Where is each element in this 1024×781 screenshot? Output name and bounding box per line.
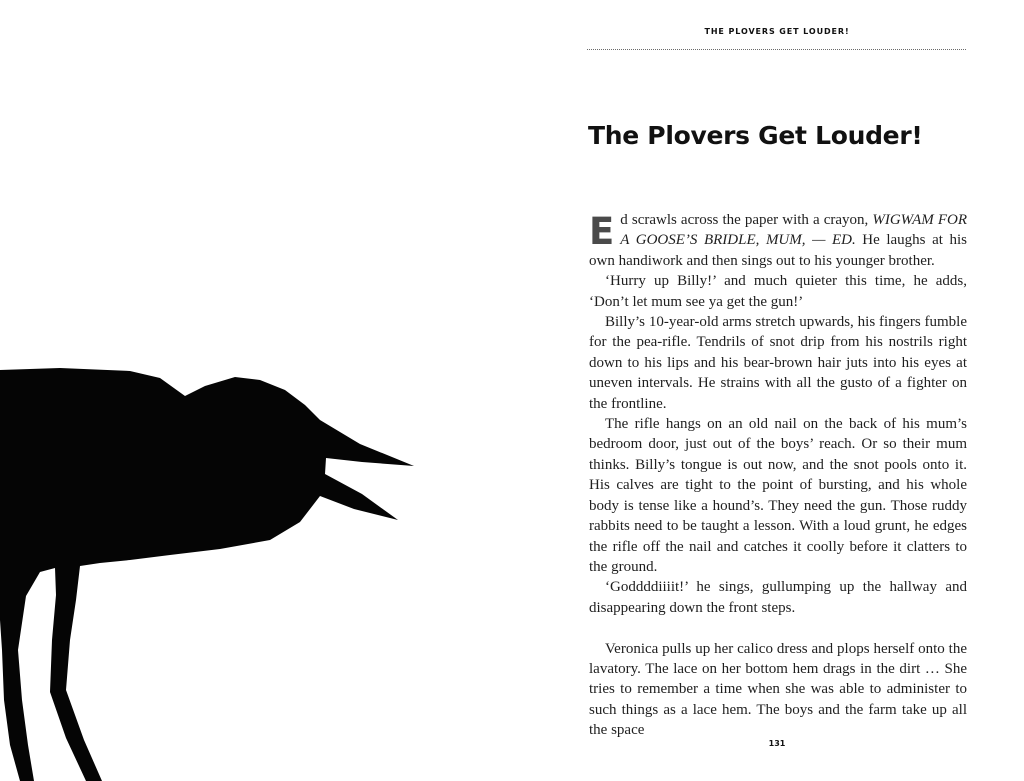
paragraph: Veronica pulls up her calico dress and plops herself onto the lavatory. The lace on her bottom hem drags in the dirt … She tries to remember a time when she was able to administer to such things as a lace hem. The boys and the farm take up all the space [589,640,967,739]
paragraph: ‘Hurry up Billy!’ and much quieter this time, he adds, ‘Don’t let mum see ya get the gun!’ [589,273,967,310]
running-head: THE PLOVERS GET LOUDER! [704,27,850,36]
page-number: 131 [768,739,786,748]
right-page [512,0,1024,781]
chapter-title: The Plovers Get Louder! [588,121,923,150]
drop-cap: E [589,210,615,253]
paragraph: ‘Goddddiiiit!’ he sings, gullumping up the hallway and disappearing down the front steps. [589,579,967,616]
paragraph: Billy’s 10-year-old arms stretch upwards, his fingers fumble for the pea-rifle. Tendrils of snot drip from his nostrils right down to his lips and his bear-brown hair juts into his eyes at uneven intervals. He strains with all the gusto of a fighter on the frontline. [589,314,967,412]
emphasis-text: WIGWAM FOR A GOOSE’S BRIDLE, MUM, — ED. [620,212,967,249]
body-text [589,210,967,741]
header-rule [587,49,966,50]
plover-body [0,368,414,781]
paragraph: Ed scrawls across the paper with a crayon, WIGWAM FOR A GOOSE’S BRIDLE, MUM, — ED. He laughs at his own handiwork and then sings out to his younger brother. [589,210,967,269]
paragraph: The rifle hangs on an old nail on the back of his mum’s bedroom door, just out of the boys’ reach. Or so their mum thinks. Billy’s tongue is out now, and the snot pools onto it. His calves are tight to the point of bursting, and his whole body is tense like a hound’s. They need the gun. Those ruddy rabbits need to be taught a lesson. With a loud grunt, he edges the rifle off the nail and catches it coolly before it clatters to the ground. [589,416,967,575]
